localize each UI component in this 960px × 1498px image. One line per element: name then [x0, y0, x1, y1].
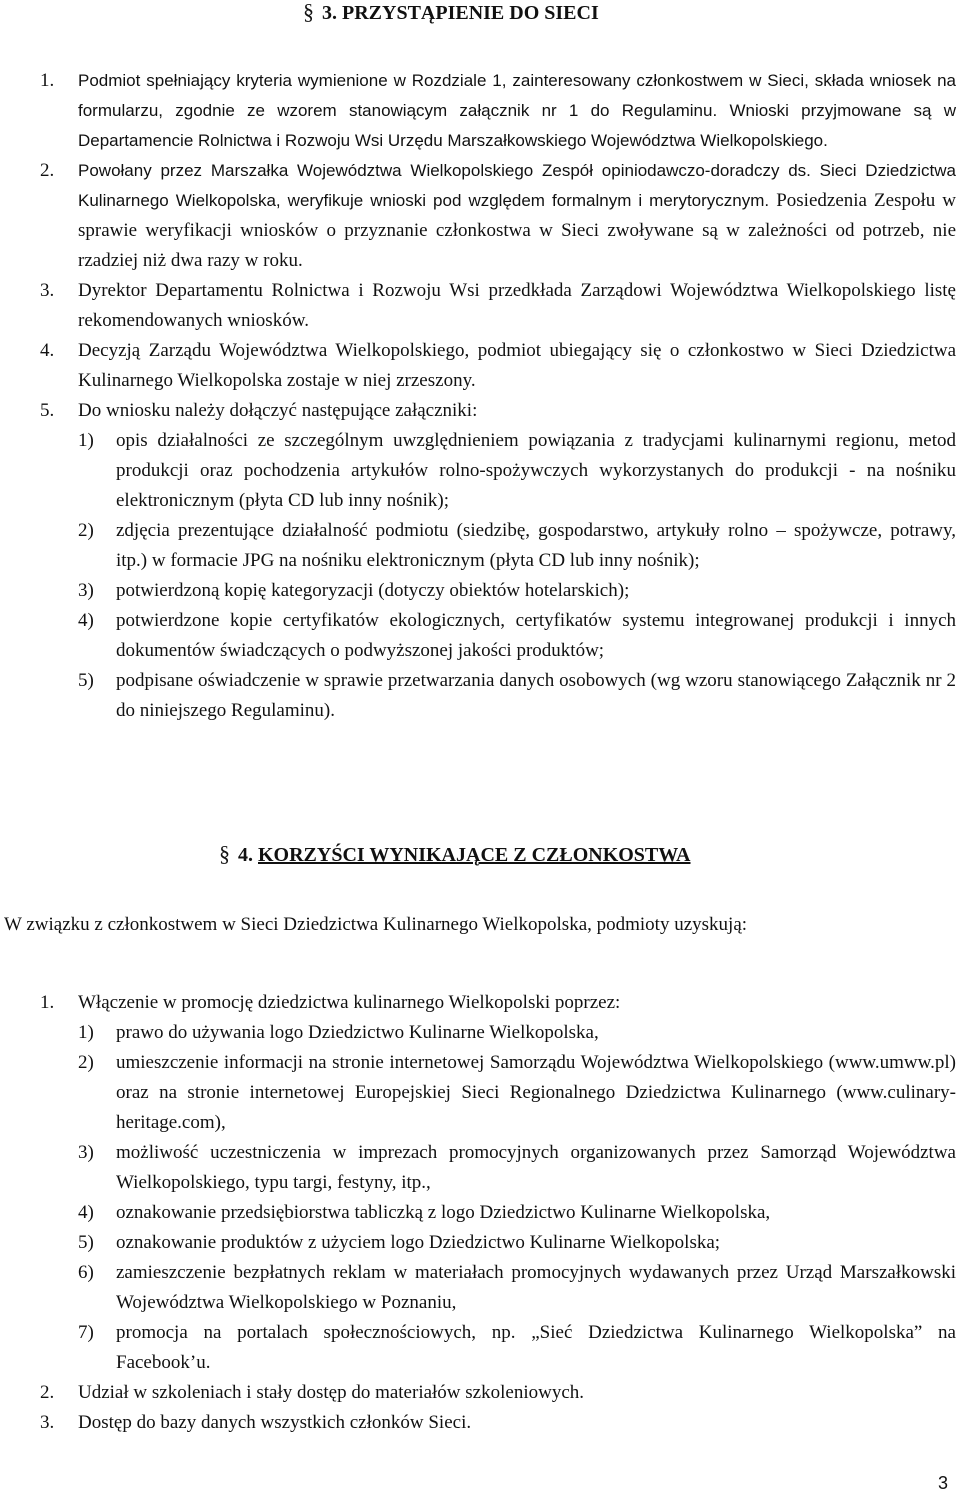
subitem-text: potwierdzone kopie certyfikatów ekologicznych, certyfikatów systemu integrowanej produkcji i innych dokumentów świadczących o podwyższonej jakości produktów; — [116, 610, 956, 661]
item-number: 2. — [40, 160, 55, 181]
sublist-item — [78, 516, 956, 576]
item-text: Udział w szkoleniach i stały dostęp do materiałów szkoleniowych. — [78, 1382, 585, 1403]
item-text: Podmiot spełniający kryteria wymienione w Rozdziale 1, zainteresowany członkostwem w Sieci, składa wniosek na formularzu, zgodnie ze wzorem stanowiącym załącznik nr 1 do Regulaminu. — [78, 71, 956, 120]
subitem-number: 3) — [78, 1142, 94, 1163]
section-3-heading — [303, 0, 599, 28]
subitem-number: 7) — [78, 1322, 94, 1343]
item-text: Powołany przez Marszałka Województwa Wielkopolskiego Zespół opiniodawczo-doradczy ds. Sieci Dziedzictwa Kulinarnego Wielkopolska, weryfikuje wnioski pod względem formalnym i merytorycznym. — [78, 161, 956, 210]
sublist-item — [78, 1318, 956, 1378]
item-text: Dostęp do bazy danych wszystkich członków Sieci. — [78, 1412, 472, 1433]
subitem-number: 5) — [78, 670, 94, 691]
attachments-sublist — [78, 426, 956, 726]
list-item — [40, 1408, 956, 1438]
section-3-list — [40, 66, 956, 726]
sublist-item — [78, 1018, 956, 1048]
benefits-sublist — [78, 1018, 956, 1378]
page-number: 3 — [938, 1473, 949, 1493]
subitem-text: możliwość uczestniczenia w imprezach promocyjnych organizowanych przez Samorząd Województwa Wielkopolskiego, typu targi, festyny, itp., — [116, 1142, 956, 1193]
subitem-number: 6) — [78, 1262, 94, 1283]
section-4-list — [40, 988, 956, 1438]
section-4-title: KORZYŚCI WYNIKAJĄCE Z CZŁONKOSTWA — [258, 844, 691, 866]
list-item — [40, 988, 956, 1378]
item-number: 3. — [40, 1412, 55, 1433]
subitem-text: oznakowanie produktów z użyciem logo Dziedzictwo Kulinarne Wielkopolska; — [116, 1232, 721, 1253]
section-symbol: § — [219, 841, 230, 866]
sublist-item — [78, 606, 956, 666]
sublist-item — [78, 1258, 956, 1318]
subitem-text: umieszczenie informacji na stronie internetowej Samorządu Województwa Wielkopolskiego (www.umww.pl) oraz na stronie internetowej Europejskiej Sieci Regionalnego Dziedzictwa Kulinarnego (www.culinary-heritage.com), — [116, 1052, 956, 1133]
item-text-continued: Wnioski przyjmowane są w Departamencie Rolnictwa i Rozwoju Wsi Urzędu Marszałkowskiego Województwa Wielkopolskiego. — [78, 101, 957, 150]
list-item — [40, 396, 956, 726]
item-text-continued: Posiedzenia Zespołu w sprawie weryfikacji wniosków o przyznanie członkostwa w Sieci zwoływane są w zależności od potrzeb, nie rzadziej niż dwa razy w roku. — [78, 190, 957, 271]
list-item — [40, 156, 957, 276]
subitem-text: promocja na portalach społecznościowych, np. „Sieć Dziedzictwa Kulinarnego Wielkopolska” na Facebook’u. — [116, 1322, 956, 1373]
section-symbol: § — [303, 0, 314, 24]
section-3-title: 3. PRZYSTĄPIENIE DO SIECI — [322, 2, 599, 24]
subitem-text: zdjęcia prezentujące działalność podmiotu (siedzibę, gospodarstwo, artykuły rolno – spożywcze, potrawy, itp.) w formacie JPG na nośniku elektronicznym (płyta CD lub inny nośnik); — [116, 520, 956, 571]
subitem-number: 1) — [78, 430, 94, 451]
subitem-number: 2) — [78, 520, 94, 541]
subitem-text: oznakowanie przedsiębiorstwa tabliczką z logo Dziedzictwo Kulinarne Wielkopolska, — [116, 1202, 771, 1223]
list-item — [40, 336, 956, 396]
sublist-item — [78, 1228, 956, 1258]
sublist-item — [78, 1138, 956, 1198]
sublist-item — [78, 426, 956, 516]
item-number: 5. — [40, 400, 55, 421]
item-number: 2. — [40, 1382, 55, 1403]
list-item — [40, 66, 957, 156]
subitem-number: 3) — [78, 580, 94, 601]
list-item — [40, 1378, 956, 1408]
section-4-number: 4. — [238, 844, 253, 866]
subitem-number: 2) — [78, 1052, 94, 1073]
item-text: Do wniosku należy dołączyć następujące załączniki: — [78, 400, 478, 421]
item-text: Włączenie w promocję dziedzictwa kulinarnego Wielkopolski poprzez: — [78, 992, 621, 1013]
subitem-number: 1) — [78, 1022, 94, 1043]
sublist-item — [78, 666, 956, 726]
subitem-text: prawo do używania logo Dziedzictwo Kulinarne Wielkopolska, — [116, 1022, 599, 1043]
subitem-number: 5) — [78, 1232, 94, 1253]
sublist-item — [78, 576, 956, 606]
item-text: Dyrektor Departamentu Rolnictwa i Rozwoju Wsi przedkłada Zarządowi Województwa Wielkopolskiego listę rekomendowanych wniosków. — [78, 280, 956, 331]
section-4-intro: W związku z członkostwem w Sieci Dziedzictwa Kulinarnego Wielkopolska, podmioty uzyskują: — [4, 914, 748, 935]
item-number: 1. — [40, 992, 55, 1013]
subitem-text: zamieszczenie bezpłatnych reklam w materiałach promocyjnych wydawanych przez Urząd Marszałkowski Województwa Wielkopolskiego w Poznaniu, — [116, 1262, 956, 1313]
sublist-item — [78, 1198, 956, 1228]
sublist-item — [78, 1048, 956, 1138]
item-text: Decyzją Zarządu Województwa Wielkopolskiego, podmiot ubiegający się o członkostwo w Sieci Dziedzictwa Kulinarnego Wielkopolska zostaje w niej zrzeszony. — [78, 340, 956, 391]
list-item — [40, 276, 956, 336]
item-number: 1. — [40, 70, 55, 91]
section-4-heading — [219, 839, 691, 870]
subitem-text: podpisane oświadczenie w sprawie przetwarzania danych osobowych (wg wzoru stanowiącego Załącznik nr 2 do niniejszego Regulaminu). — [116, 670, 956, 721]
subitem-number: 4) — [78, 1202, 94, 1223]
subitem-text: potwierdzoną kopię kategoryzacji (dotyczy obiektów hotelarskich); — [116, 580, 630, 601]
item-number: 4. — [40, 340, 55, 361]
subitem-number: 4) — [78, 610, 94, 631]
item-number: 3. — [40, 280, 55, 301]
subitem-text: opis działalności ze szczególnym uwzględnieniem powiązania z tradycjami kulinarnymi regionu, metod produkcji oraz pochodzenia artykułów rolno-spożywczych wykorzystanych do produkcji - na nośniku elektronicznym (płyta CD lub inny nośnik); — [116, 430, 956, 511]
